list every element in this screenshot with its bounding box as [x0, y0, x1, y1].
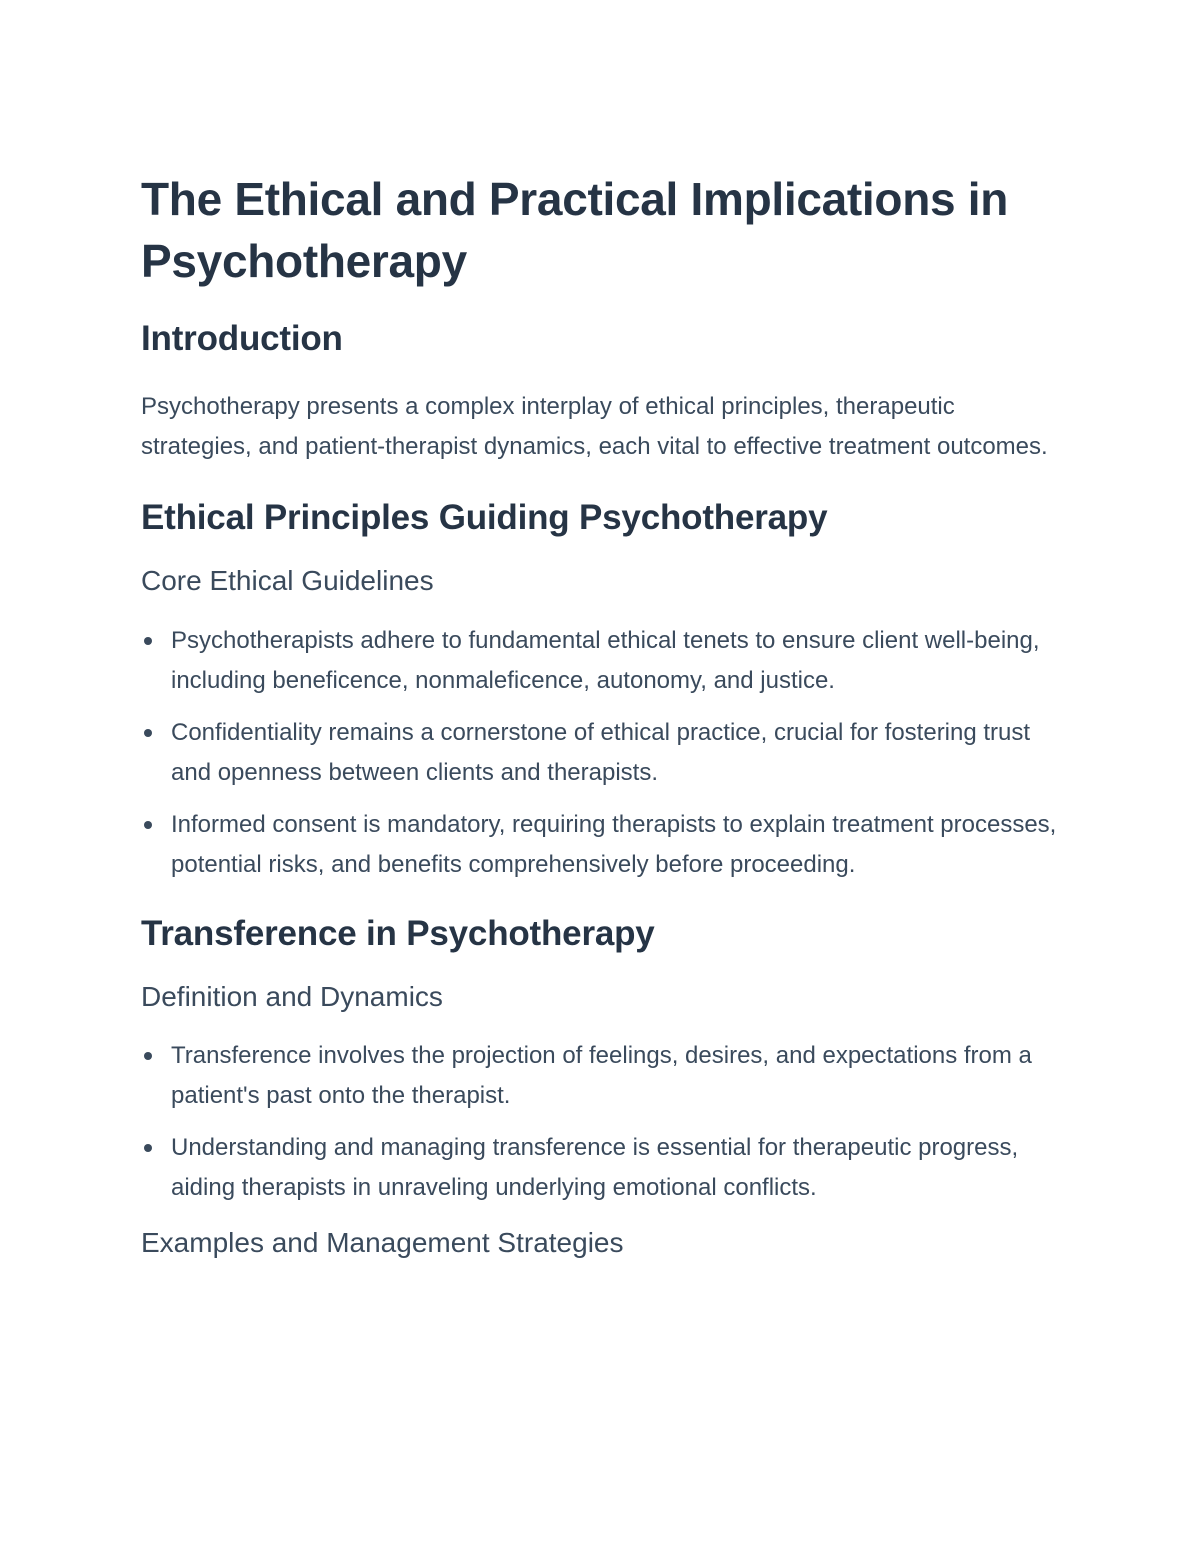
list-item [141, 805, 1061, 885]
list-item [141, 621, 1061, 701]
definition-subheading: Definition and Dynamics [141, 981, 443, 1012]
list-item [141, 1036, 1061, 1116]
core-guidelines-subheading: Core Ethical Guidelines [141, 565, 434, 596]
bullet-icon [144, 1144, 152, 1152]
list-item-text: Informed consent is mandatory, requiring therapists to explain treatment processes, potential risks, and benefits comprehensively before proceeding. [171, 811, 1057, 878]
list-item-text: Understanding and managing transference is essential for therapeutic progress, aiding therapists in unraveling underlying emotional conflicts. [171, 1134, 1019, 1201]
ethical-principles-heading: Ethical Principles Guiding Psychotherapy [141, 498, 828, 537]
list-item-text: Confidentiality remains a cornerstone of ethical practice, crucial for fostering trust and openness between clients and therapists. [171, 719, 1031, 786]
list-item [141, 713, 1061, 793]
introduction-paragraph: Psychotherapy presents a complex interplay of ethical principles, therapeutic strategies, and patient-therapist dynamics, each vital to effective treatment outcomes. [141, 393, 1048, 460]
document-page [141, 168, 1061, 1262]
list-item [141, 1128, 1061, 1208]
list-item-text: Psychotherapists adhere to fundamental ethical tenets to ensure client well-being, including beneficence, nonmaleficence, autonomy, and justice. [171, 627, 1040, 694]
transference-heading: Transference in Psychotherapy [141, 914, 655, 953]
bullet-icon [144, 637, 152, 645]
examples-subheading: Examples and Management Strategies [141, 1227, 624, 1258]
bullet-icon [144, 729, 152, 737]
introduction-heading: Introduction [141, 319, 343, 358]
document-title: The Ethical and Practical Implications in Psychotherapy [141, 173, 1009, 287]
list-item-text: Transference involves the projection of feelings, desires, and expectations from a patient's past onto the therapist. [171, 1042, 1032, 1109]
bullet-icon [144, 1052, 152, 1060]
core-guidelines-list [141, 621, 1061, 885]
bullet-icon [144, 821, 152, 829]
definition-list [141, 1036, 1061, 1208]
